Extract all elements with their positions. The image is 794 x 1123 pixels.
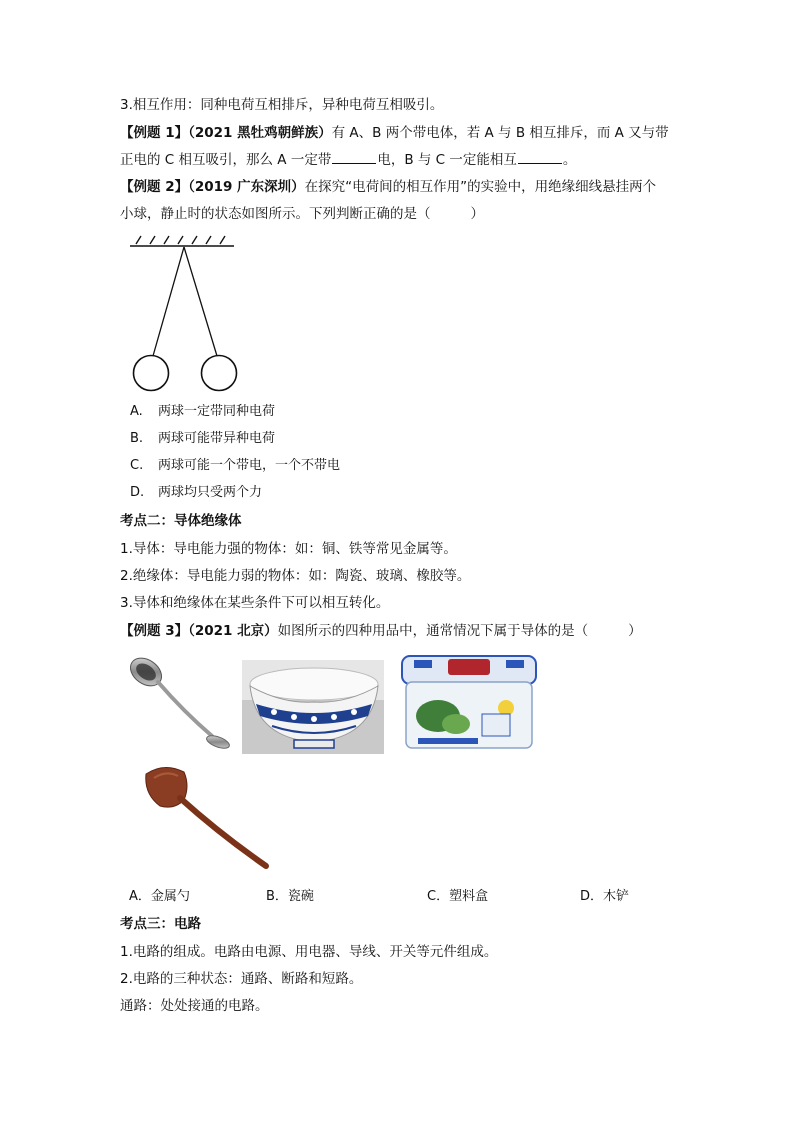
left-ball [134,356,169,391]
hanging-balls-diagram [128,232,248,397]
porcelain-bowl-image [242,660,384,754]
example-2-text-b2: ） [470,206,484,222]
example-1-text-a: 有 A、B 两个带电体，若 A 与 B 相互排斥，而 A 又与带 [331,125,669,141]
section-2-line-1: 1.导体：导电能力强的物体：如：铜、铁等常见金属等。 [120,541,457,557]
option-d: D. 两球均只受两个力 [130,485,263,500]
example-1-source: （2021 黑牡鸡朝鲜族） [188,125,332,141]
section-2-line-2: 2.绝缘体：导电能力弱的物体：如：陶瓷、玻璃、橡胶等。 [120,568,471,584]
example-3-text-b: ） [628,623,642,639]
left-thread [153,247,184,356]
wooden-spatula-image [140,760,276,872]
caption-c: C．塑料盒 [427,889,489,904]
section-2-title: 考点二：导体绝缘体 [120,513,242,529]
example-2-source: （2019 广东深圳） [188,179,305,195]
paragraph-interaction: 3.相互作用：同种电荷互相排斥，异种电荷互相吸引。 [120,97,444,113]
example-2-line-2 [120,204,484,224]
ceiling-hatch [136,236,225,244]
section-3-line-2: 2.电路的三种状态：通路、断路和短路。 [120,971,363,987]
example-1-text-b2: 电，B 与 C 一定能相互 [377,152,517,168]
example-1-tag: 【例题 1】 [120,125,189,141]
example-2-tag: 【例题 2】 [120,179,189,195]
example-1-text-b3: 。 [562,152,577,168]
section-3-line-3: 通路：处处接通的电路。 [120,998,269,1014]
option-b: B. 两球可能带异种电荷 [130,431,276,446]
plastic-box-image [398,650,540,754]
answer-blank [332,151,376,164]
option-a: A. 两球一定带同种电荷 [130,404,276,419]
example-3-text-a: 如图所示的四种用品中，通常情况下属于导体的是（ [277,623,589,639]
metal-spoon-image [124,650,236,754]
answer-blank [518,151,562,164]
example-3-tag: 【例题 3】 [120,623,189,639]
example-1-line-2 [120,150,576,170]
right-ball [202,356,237,391]
option-c: C. 两球可能一个带电，一个不带电 [130,458,341,473]
caption-a: A．金属勺 [129,889,190,904]
example-1-text-b1: 正电的 C 相互吸引，那么 A 一定带 [120,152,332,168]
example-2-text-a: 在探究“电荷间的相互作用”的实验中，用绝缘细线悬挂两个 [304,179,657,195]
example-2-text-b1: 小球，静止时的状态如图所示。下列判断正确的是（ [120,206,431,222]
example-1-line-1 [120,123,669,143]
section-3-title: 考点三：电路 [120,916,201,932]
right-thread [184,247,217,356]
example-3-source: （2021 北京） [188,623,278,639]
caption-b: B．瓷碗 [266,889,314,904]
section-2-line-3: 3.导体和绝缘体在某些条件下可以相互转化。 [120,595,390,611]
section-3-line-1: 1.电路的组成。电路由电源、用电器、导线、开关等元件组成。 [120,944,498,960]
caption-d: D．木铲 [580,889,630,904]
example-3-line [120,621,642,641]
example-2-line-1 [120,177,656,197]
